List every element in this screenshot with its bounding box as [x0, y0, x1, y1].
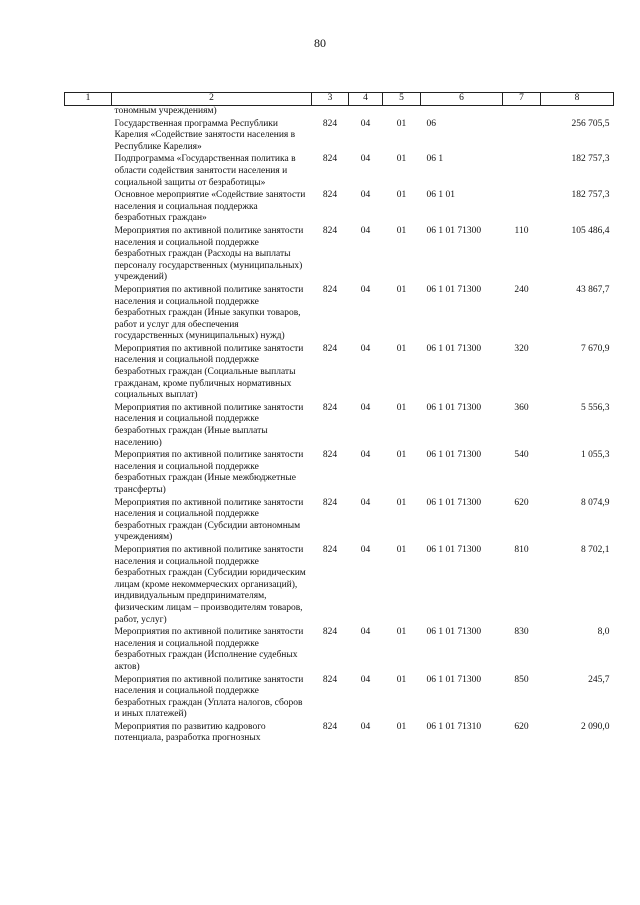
section-code-cell: 04	[360, 402, 371, 413]
header-cell-6: 6	[421, 93, 503, 106]
subsection-code-cell: 01	[396, 118, 407, 129]
row-number-cell	[65, 403, 112, 450]
amount-cell	[541, 106, 614, 119]
subsection-code-cell: 01	[396, 154, 407, 165]
table-row	[65, 675, 614, 722]
admin-code-cell: 824	[322, 154, 338, 165]
row-number-cell	[65, 627, 112, 674]
amount-cell: 182 757,3	[571, 154, 610, 165]
amount-cell: 245,7	[588, 674, 610, 685]
target-article-cell: 06	[426, 118, 436, 129]
item-name-cell: Мероприятия по активной политике занятости населения и социальной поддержке безработных граждан (Расходы на выплаты персоналу государственных (муниципальных) учреждений)	[114, 225, 304, 283]
table-row	[65, 403, 614, 450]
target-article-cell: 06 1 01 71310	[426, 721, 482, 732]
target-article-cell: 06 1 01 71300	[426, 284, 482, 295]
expense-type-cell: 110	[514, 225, 529, 236]
expense-type-cell: 850	[514, 674, 529, 685]
row-number-cell	[65, 722, 112, 746]
section-code-cell: 04	[360, 154, 371, 165]
target-article-cell: 06 1 01 71300	[426, 402, 482, 413]
page-number: 80	[314, 36, 326, 50]
header-cell-4: 4	[349, 93, 383, 106]
target-article-cell: 06 1	[426, 154, 444, 165]
header-cell-8: 8	[541, 93, 614, 106]
subsection-code-cell: 01	[396, 627, 407, 638]
amount-cell: 256 705,5	[571, 118, 610, 129]
row-number-cell	[65, 119, 112, 155]
item-name-cell: Мероприятия по активной политике занятости населения и социальной поддержке безработных граждан (Исполнение судебных актов)	[114, 627, 304, 672]
expense-type-cell: 830	[514, 627, 529, 638]
subsection-code-cell: 01	[396, 190, 407, 201]
item-name-cell: Мероприятия по активной политике занятости населения и социальной поддержке безработных граждан (Уплата налогов, сборов и иных платежей)	[114, 674, 304, 720]
row-number-cell	[65, 344, 112, 403]
admin-code-cell: 824	[322, 284, 338, 295]
header-row	[65, 93, 614, 106]
admin-code-cell: 824	[322, 674, 338, 685]
row-number-cell	[65, 106, 112, 119]
admin-code-cell: 824	[322, 225, 338, 236]
expense-type-cell: 360	[514, 402, 529, 413]
amount-cell: 8 702,1	[581, 544, 610, 555]
section-code-cell: 04	[360, 450, 371, 461]
row-number-cell	[65, 190, 112, 226]
item-name-cell: Мероприятия по активной политике занятости населения и социальной поддержке безработных граждан (Иные выплаты населению)	[114, 402, 304, 448]
table-row	[65, 498, 614, 545]
admin-code-cell: 824	[322, 402, 338, 413]
header-cell-2: 2	[112, 93, 312, 106]
amount-cell: 8,0	[597, 627, 610, 638]
table-row	[65, 627, 614, 674]
row-number-cell	[65, 285, 112, 344]
item-name-cell: Основное мероприятие «Содействие занятости населения и социальная поддержка безработных граждан»	[114, 190, 306, 224]
amount-cell: 2 090,0	[581, 721, 610, 732]
subsection-code-cell: 01	[396, 721, 407, 732]
row-number-cell	[65, 450, 112, 497]
table-row	[65, 154, 614, 190]
subsection-code-cell: 01	[396, 450, 407, 461]
admin-code-cell: 824	[322, 627, 338, 638]
budget-table	[64, 92, 614, 746]
item-name-cell: тономным учреждениям)	[114, 106, 217, 116]
subsection-code-cell	[383, 106, 421, 119]
amount-cell: 5 556,3	[581, 402, 610, 413]
row-number-cell	[65, 226, 112, 285]
row-number-cell	[65, 498, 112, 545]
table-row	[65, 450, 614, 497]
target-article-cell: 06 1 01 71300	[426, 225, 482, 236]
row-number-cell	[65, 154, 112, 190]
item-name-cell: Подпрограмма «Государственная политика в области содействия занятости населения и социальной защиты от безработицы»	[114, 154, 296, 188]
target-article-cell: 06 1 01 71300	[426, 497, 482, 508]
section-code-cell: 04	[360, 190, 371, 201]
admin-code-cell: 824	[322, 190, 338, 201]
subsection-code-cell: 01	[396, 343, 407, 354]
amount-cell: 43 867,7	[576, 284, 610, 295]
header-cell-3: 3	[312, 93, 349, 106]
table-row	[65, 226, 614, 285]
expense-type-cell	[503, 190, 541, 226]
subsection-code-cell: 01	[396, 225, 407, 236]
expense-type-cell	[503, 106, 541, 119]
table-row	[65, 344, 614, 403]
admin-code-cell: 824	[322, 450, 338, 461]
table-row	[65, 190, 614, 226]
table-row	[65, 119, 614, 155]
target-article-cell: 06 1 01 71300	[426, 627, 482, 638]
item-name-cell: Мероприятия по развитию кадрового потенциала, разработка прогнозных	[114, 721, 266, 744]
amount-cell: 105 486,4	[571, 225, 610, 236]
table-row	[65, 545, 614, 627]
expense-type-cell: 540	[514, 450, 529, 461]
expense-type-cell	[503, 119, 541, 155]
item-name-cell: Государственная программа Республики Карелия «Содействие занятости населения в Республике Карелия»	[114, 118, 296, 152]
target-article-cell: 06 1 01 71300	[426, 450, 482, 461]
section-code-cell: 04	[360, 225, 371, 236]
subsection-code-cell: 01	[396, 674, 407, 685]
subsection-code-cell: 01	[396, 402, 407, 413]
admin-code-cell: 824	[322, 343, 338, 354]
subsection-code-cell: 01	[396, 544, 407, 555]
admin-code-cell: 824	[322, 544, 338, 555]
expense-type-cell: 810	[514, 544, 529, 555]
row-number-cell	[65, 675, 112, 722]
section-code-cell: 04	[360, 497, 371, 508]
target-article-cell: 06 1 01 71300	[426, 544, 482, 555]
amount-cell: 8 074,9	[581, 497, 610, 508]
section-code-cell: 04	[360, 284, 371, 295]
section-code-cell: 04	[360, 674, 371, 685]
header-cell-1: 1	[65, 93, 112, 106]
section-code-cell	[349, 106, 383, 119]
section-code-cell: 04	[360, 544, 371, 555]
expense-type-cell: 620	[514, 721, 529, 732]
subsection-code-cell: 01	[396, 284, 407, 295]
admin-code-cell	[312, 106, 349, 119]
item-name-cell: Мероприятия по активной политике занятости населения и социальной поддержке безработных граждан (Социальные выплаты гражданам, кроме публичных нормативных социальных выплат)	[114, 343, 304, 401]
item-name-cell: Мероприятия по активной политике занятости населения и социальной поддержке безработных граждан (Иные закупки товаров, работ и услуг для обеспечения государственных (муниципальных) нужд)	[114, 284, 304, 342]
amount-cell: 1 055,3	[581, 450, 610, 461]
amount-cell: 182 757,3	[571, 190, 610, 201]
subsection-code-cell: 01	[396, 497, 407, 508]
admin-code-cell: 824	[322, 118, 338, 129]
admin-code-cell: 824	[322, 721, 338, 732]
table-header	[65, 93, 614, 106]
amount-cell: 7 670,9	[581, 343, 610, 354]
target-article-cell: 06 1 01 71300	[426, 674, 482, 685]
table-row	[65, 106, 614, 119]
target-article-cell	[421, 106, 503, 119]
expense-type-cell: 320	[514, 343, 529, 354]
target-article-cell: 06 1 01 71300	[426, 343, 482, 354]
header-cell-7: 7	[503, 93, 541, 106]
section-code-cell: 04	[360, 627, 371, 638]
table-body	[65, 106, 614, 747]
item-name-cell: Мероприятия по активной политике занятости населения и социальной поддержке безработных граждан (Субсидии юридическим лицам (кроме некоммерческих организаций), индивидуальным предпринимателям, физическим лицам – производителям товаров, работ, услуг)	[114, 544, 306, 625]
item-name-cell: Мероприятия по активной политике занятости населения и социальной поддержке безработных граждан (Иные межбюджетные трансферты)	[114, 450, 304, 495]
row-number-cell	[65, 545, 112, 627]
section-code-cell: 04	[360, 721, 371, 732]
item-name-cell: Мероприятия по активной политике занятости населения и социальной поддержке безработных граждан (Субсидии автономным учреждениям)	[114, 497, 304, 543]
table-row	[65, 285, 614, 344]
section-code-cell: 04	[360, 118, 371, 129]
section-code-cell: 04	[360, 343, 371, 354]
admin-code-cell: 824	[322, 497, 338, 508]
expense-type-cell	[503, 154, 541, 190]
expense-type-cell: 240	[514, 284, 529, 295]
expense-type-cell: 620	[514, 497, 529, 508]
target-article-cell: 06 1 01	[426, 190, 455, 201]
table-row	[65, 722, 614, 746]
header-cell-5: 5	[383, 93, 421, 106]
